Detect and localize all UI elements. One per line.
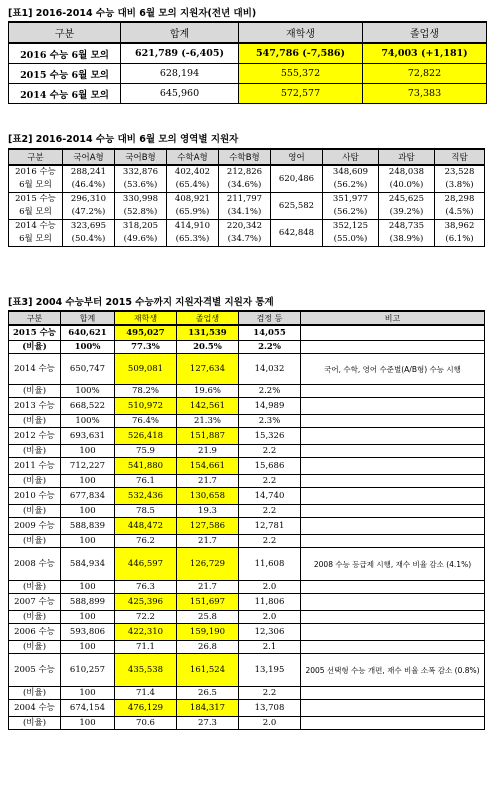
table3-header: 졸업생 <box>177 311 239 325</box>
ratio-cell: 76.1 <box>115 475 177 488</box>
subject-cell-mA <box>167 220 219 247</box>
graduate-cell: 154,661 <box>177 458 239 475</box>
ratio-row <box>9 687 485 700</box>
note-cell-empty <box>301 581 485 594</box>
current-student-cell: 495,027 <box>115 325 177 341</box>
ratio-cell: 75.9 <box>115 445 177 458</box>
cell-line: (6.1%) <box>445 234 474 244</box>
total-cell: 628,194 <box>121 64 239 84</box>
table2-header: 사탐 <box>323 149 379 165</box>
total-cell: 588,839 <box>61 518 115 535</box>
year-label: 2007 수능 <box>9 594 61 611</box>
year-label: 2009 수능 <box>9 518 61 535</box>
cell-line: 2016 수능 <box>15 167 56 177</box>
total-cell: 712,227 <box>61 458 115 475</box>
table3-header: 합계 <box>61 311 115 325</box>
ratio-label: (비율) <box>9 687 61 700</box>
cell-line: 323,695 <box>70 221 107 231</box>
cell-line: 28,298 <box>444 194 475 204</box>
total-cell: 645,960 <box>121 84 239 104</box>
subject-cell-eng: 642,848 <box>271 220 323 247</box>
row-label <box>9 193 63 220</box>
table2-header: 과탐 <box>379 149 435 165</box>
ratio-row <box>9 535 485 548</box>
note-cell-empty <box>301 611 485 624</box>
note-cell-empty <box>301 475 485 488</box>
table1-header: 졸업생 <box>363 22 487 43</box>
table2-header-row <box>9 149 485 165</box>
ratio-cell: 2.3% <box>239 415 301 428</box>
current-student-cell: 509,081 <box>115 354 177 385</box>
ratio-cell: 100 <box>61 535 115 548</box>
cell-line: 23,528 <box>444 167 475 177</box>
ratio-cell: 21.7 <box>177 535 239 548</box>
graduate-cell: 130,658 <box>177 488 239 505</box>
cell-line: 414,910 <box>174 221 211 231</box>
note-cell: 2008 수능 등급제 시행, 재수 비율 감소 (4.1%) <box>301 548 485 581</box>
cell-line: 296,310 <box>70 194 107 204</box>
ratio-row <box>9 611 485 624</box>
ratio-cell: 26.5 <box>177 687 239 700</box>
ratio-row <box>9 581 485 594</box>
etc-cell: 13,195 <box>239 654 301 687</box>
ratio-cell: 78.2% <box>115 385 177 398</box>
ratio-row <box>9 415 485 428</box>
graduate-cell: 151,887 <box>177 428 239 445</box>
ratio-label: (비율) <box>9 581 61 594</box>
table2 <box>8 148 485 247</box>
graduate-cell: 131,539 <box>177 325 239 341</box>
ratio-cell: 20.5% <box>177 341 239 354</box>
table-row <box>9 518 485 535</box>
current-student-cell: 547,786 (-7,586) <box>239 43 363 64</box>
subject-cell-sci <box>379 165 435 193</box>
ratio-cell: 100 <box>61 641 115 654</box>
table2-header: 수학A형 <box>167 149 219 165</box>
table-row <box>9 43 487 64</box>
table3 <box>8 310 485 730</box>
note-cell-empty <box>301 415 485 428</box>
current-student-cell: 555,372 <box>239 64 363 84</box>
ratio-cell: 100% <box>61 415 115 428</box>
cell-line: 6월 모의 <box>19 207 52 217</box>
note-cell-empty <box>301 535 485 548</box>
table2-header: 직탐 <box>435 149 485 165</box>
note-cell <box>301 594 485 611</box>
table-row <box>9 428 485 445</box>
cell-line: 402,402 <box>174 167 211 177</box>
current-student-cell: 448,472 <box>115 518 177 535</box>
graduate-cell: 142,561 <box>177 398 239 415</box>
cell-line: (34.7%) <box>227 234 262 244</box>
cell-line: 6월 모의 <box>19 180 52 190</box>
etc-cell: 14,740 <box>239 488 301 505</box>
note-cell <box>301 624 485 641</box>
subject-cell-soc <box>323 165 379 193</box>
cell-line: (49.6%) <box>123 234 158 244</box>
year-label: 2006 수능 <box>9 624 61 641</box>
cell-line: 352,125 <box>332 221 369 231</box>
cell-line: 408,921 <box>174 194 211 204</box>
cell-line: (3.8%) <box>445 180 474 190</box>
note-cell-empty <box>301 505 485 518</box>
current-student-cell: 572,577 <box>239 84 363 104</box>
current-student-cell: 510,972 <box>115 398 177 415</box>
subject-cell-mA <box>167 165 219 193</box>
etc-cell: 15,326 <box>239 428 301 445</box>
ratio-cell: 21.9 <box>177 445 239 458</box>
ratio-label: (비율) <box>9 415 61 428</box>
cell-line: 348,609 <box>332 167 369 177</box>
ratio-cell: 19.6% <box>177 385 239 398</box>
cell-line: (53.6%) <box>123 180 158 190</box>
year-label: 2012 수능 <box>9 428 61 445</box>
table2-header: 국어B형 <box>115 149 167 165</box>
ratio-label: (비율) <box>9 341 61 354</box>
cell-line: (50.4%) <box>71 234 106 244</box>
ratio-cell: 100 <box>61 717 115 730</box>
table-row <box>9 398 485 415</box>
table3-header: 비고 <box>301 311 485 325</box>
ratio-cell: 100 <box>61 445 115 458</box>
table-row <box>9 548 485 581</box>
table2-header: 영어 <box>271 149 323 165</box>
ratio-cell: 25.8 <box>177 611 239 624</box>
cell-line: (65.3%) <box>175 234 210 244</box>
subject-cell-eng: 625,582 <box>271 193 323 220</box>
ratio-cell: 2.0 <box>239 581 301 594</box>
graduate-cell: 73,383 <box>363 84 487 104</box>
total-cell: 584,934 <box>61 548 115 581</box>
table-row <box>9 354 485 385</box>
cell-line: 248,038 <box>388 167 425 177</box>
subject-cell-soc <box>323 193 379 220</box>
year-label: 2010 수능 <box>9 488 61 505</box>
total-cell: 668,522 <box>61 398 115 415</box>
table3-header: 검정 등 <box>239 311 301 325</box>
note-cell: 2005 선택형 수능 개편, 재수 비율 소폭 감소 (0.8%) <box>301 654 485 687</box>
cell-line: (4.5%) <box>445 207 474 217</box>
table1-title: [표1] 2016-2014 수능 대비 6월 모의 지원자(전년 대비) <box>8 8 257 19</box>
cell-line: 2014 수능 <box>15 221 56 231</box>
graduate-cell: 151,697 <box>177 594 239 611</box>
ratio-cell: 2.2 <box>239 535 301 548</box>
ratio-cell: 21.7 <box>177 475 239 488</box>
graduate-cell: 161,524 <box>177 654 239 687</box>
total-cell: 588,899 <box>61 594 115 611</box>
ratio-cell: 21.7 <box>177 581 239 594</box>
ratio-cell: 100 <box>61 505 115 518</box>
cell-line: (38.9%) <box>389 234 424 244</box>
ratio-label: (비율) <box>9 475 61 488</box>
subject-cell-sci <box>379 220 435 247</box>
ratio-cell: 2.2 <box>239 505 301 518</box>
table-row <box>9 654 485 687</box>
year-label: 2014 수능 <box>9 354 61 385</box>
subject-cell-eng: 620,486 <box>271 165 323 193</box>
ratio-cell: 26.8 <box>177 641 239 654</box>
note-cell <box>301 458 485 475</box>
ratio-cell: 2.2 <box>239 445 301 458</box>
ratio-cell: 71.4 <box>115 687 177 700</box>
subject-cell-kB <box>115 220 167 247</box>
etc-cell: 14,032 <box>239 354 301 385</box>
year-label: 2015 수능 <box>9 325 61 341</box>
cell-line: 248,735 <box>388 221 425 231</box>
year-label: 2004 수능 <box>9 700 61 717</box>
cell-line: 245,625 <box>388 194 425 204</box>
ratio-cell: 100% <box>61 385 115 398</box>
current-student-cell: 425,396 <box>115 594 177 611</box>
subject-cell-kA <box>63 193 115 220</box>
cell-line: (47.2%) <box>71 207 106 217</box>
note-cell-empty <box>301 385 485 398</box>
subject-cell-voc <box>435 193 485 220</box>
graduate-cell: 159,190 <box>177 624 239 641</box>
table3-header: 구분 <box>9 311 61 325</box>
cell-line: 38,962 <box>444 221 475 231</box>
etc-cell: 11,806 <box>239 594 301 611</box>
subject-cell-kB <box>115 165 167 193</box>
ratio-cell: 2.2 <box>239 687 301 700</box>
table2-header: 구분 <box>9 149 63 165</box>
ratio-cell: 70.6 <box>115 717 177 730</box>
subject-cell-kA <box>63 220 115 247</box>
table-row <box>9 488 485 505</box>
ratio-label: (비율) <box>9 445 61 458</box>
ratio-cell: 2.2% <box>239 385 301 398</box>
etc-cell: 14,055 <box>239 325 301 341</box>
subject-cell-mB <box>219 220 271 247</box>
cell-line: 288,241 <box>70 167 107 177</box>
total-cell: 674,154 <box>61 700 115 717</box>
table2-header: 수학B형 <box>219 149 271 165</box>
table1-header-row <box>9 22 487 43</box>
note-cell-empty <box>301 717 485 730</box>
ratio-row <box>9 505 485 518</box>
ratio-label: (비율) <box>9 611 61 624</box>
subject-cell-kB <box>115 193 167 220</box>
cell-line: 2015 수능 <box>15 194 56 204</box>
current-student-cell: 446,597 <box>115 548 177 581</box>
ratio-cell: 100 <box>61 687 115 700</box>
note-cell-empty <box>301 341 485 354</box>
subject-cell-kA <box>63 165 115 193</box>
note-cell <box>301 428 485 445</box>
year-label: 2005 수능 <box>9 654 61 687</box>
ratio-cell: 2.2 <box>239 475 301 488</box>
note-cell-empty <box>301 445 485 458</box>
current-student-cell: 532,436 <box>115 488 177 505</box>
ratio-cell: 2.0 <box>239 611 301 624</box>
table-row <box>9 84 487 104</box>
cell-line: (55.0%) <box>333 234 368 244</box>
current-student-cell: 526,418 <box>115 428 177 445</box>
total-cell: 640,621 <box>61 325 115 341</box>
table-row <box>9 700 485 717</box>
row-label: 2016 수능 6월 모의 <box>9 43 121 64</box>
subject-cell-voc <box>435 165 485 193</box>
ratio-row <box>9 641 485 654</box>
cell-line: (34.6%) <box>227 180 262 190</box>
ratio-cell: 100 <box>61 611 115 624</box>
subject-cell-mB <box>219 193 271 220</box>
graduate-cell: 127,634 <box>177 354 239 385</box>
cell-line: (46.4%) <box>71 180 106 190</box>
table1-header: 구분 <box>9 22 121 43</box>
total-cell: 693,631 <box>61 428 115 445</box>
total-cell: 621,789 (-6,405) <box>121 43 239 64</box>
table2-title: [표2] 2016-2014 수능 대비 6월 모의 영역별 지원자 <box>8 134 239 145</box>
current-student-cell: 476,129 <box>115 700 177 717</box>
table-row <box>9 594 485 611</box>
cell-line: 220,342 <box>226 221 263 231</box>
table3-title: [표3] 2004 수능부터 2015 수능까지 지원자격별 지원자 통계 <box>8 297 274 308</box>
ratio-row <box>9 341 485 354</box>
subject-cell-soc <box>323 220 379 247</box>
subject-cell-mB <box>219 165 271 193</box>
cell-line: 211,797 <box>226 194 263 204</box>
graduate-cell: 184,317 <box>177 700 239 717</box>
ratio-cell: 76.2 <box>115 535 177 548</box>
row-label <box>9 165 63 193</box>
current-student-cell: 422,310 <box>115 624 177 641</box>
table-row <box>9 193 485 220</box>
total-cell: 610,257 <box>61 654 115 687</box>
table2-header: 국어A형 <box>63 149 115 165</box>
ratio-cell: 100 <box>61 581 115 594</box>
ratio-row <box>9 385 485 398</box>
etc-cell: 12,781 <box>239 518 301 535</box>
ratio-cell: 2.2% <box>239 341 301 354</box>
cell-line: 351,977 <box>332 194 369 204</box>
ratio-label: (비율) <box>9 505 61 518</box>
subject-cell-mA <box>167 193 219 220</box>
graduate-cell: 72,822 <box>363 64 487 84</box>
total-cell: 677,834 <box>61 488 115 505</box>
graduate-cell: 74,003 (+1,181) <box>363 43 487 64</box>
cell-line: 332,876 <box>122 167 159 177</box>
ratio-label: (비율) <box>9 717 61 730</box>
ratio-cell: 2.0 <box>239 717 301 730</box>
cell-line: (52.8%) <box>123 207 158 217</box>
ratio-cell: 76.4% <box>115 415 177 428</box>
ratio-cell: 71.1 <box>115 641 177 654</box>
cell-line: (34.1%) <box>227 207 262 217</box>
cell-line: 330,998 <box>122 194 159 204</box>
table-row <box>9 165 485 193</box>
graduate-cell: 127,586 <box>177 518 239 535</box>
ratio-row <box>9 717 485 730</box>
ratio-cell: 21.3% <box>177 415 239 428</box>
note-cell-empty <box>301 687 485 700</box>
table-row <box>9 220 485 247</box>
subject-cell-sci <box>379 193 435 220</box>
table-row <box>9 458 485 475</box>
etc-cell: 14,989 <box>239 398 301 415</box>
ratio-cell: 76.3 <box>115 581 177 594</box>
total-cell: 650,747 <box>61 354 115 385</box>
table-row <box>9 325 485 341</box>
cell-line: (65.9%) <box>175 207 210 217</box>
ratio-cell: 77.3% <box>115 341 177 354</box>
cell-line: (56.2%) <box>333 180 368 190</box>
note-cell <box>301 488 485 505</box>
graduate-cell: 126,729 <box>177 548 239 581</box>
row-label: 2015 수능 6월 모의 <box>9 64 121 84</box>
note-cell <box>301 398 485 415</box>
table-row <box>9 64 487 84</box>
total-cell: 593,806 <box>61 624 115 641</box>
ratio-cell: 72.2 <box>115 611 177 624</box>
table1-header: 재학생 <box>239 22 363 43</box>
cell-line: 6월 모의 <box>19 234 52 244</box>
year-label: 2013 수능 <box>9 398 61 415</box>
cell-line: 212,826 <box>226 167 263 177</box>
note-cell <box>301 700 485 717</box>
cell-line: 318,205 <box>122 221 159 231</box>
table1 <box>8 21 487 104</box>
cell-line: (39.2%) <box>389 207 424 217</box>
cell-line: (56.2%) <box>333 207 368 217</box>
etc-cell: 13,708 <box>239 700 301 717</box>
year-label: 2008 수능 <box>9 548 61 581</box>
note-cell-empty <box>301 641 485 654</box>
ratio-cell: 78.5 <box>115 505 177 518</box>
ratio-cell: 19.3 <box>177 505 239 518</box>
table1-header: 합계 <box>121 22 239 43</box>
row-label: 2014 수능 6월 모의 <box>9 84 121 104</box>
ratio-cell: 2.1 <box>239 641 301 654</box>
ratio-row <box>9 475 485 488</box>
ratio-label: (비율) <box>9 535 61 548</box>
ratio-cell: 27.3 <box>177 717 239 730</box>
ratio-label: (비율) <box>9 385 61 398</box>
ratio-cell: 100% <box>61 341 115 354</box>
subject-cell-voc <box>435 220 485 247</box>
cell-line: (40.0%) <box>389 180 424 190</box>
note-cell <box>301 325 485 341</box>
note-cell <box>301 518 485 535</box>
etc-cell: 12,306 <box>239 624 301 641</box>
ratio-row <box>9 445 485 458</box>
cell-line: (65.4%) <box>175 180 210 190</box>
table3-header-row <box>9 311 485 325</box>
table-row <box>9 624 485 641</box>
year-label: 2011 수능 <box>9 458 61 475</box>
current-student-cell: 435,538 <box>115 654 177 687</box>
ratio-label: (비율) <box>9 641 61 654</box>
ratio-cell: 100 <box>61 475 115 488</box>
table3-header: 재학생 <box>115 311 177 325</box>
etc-cell: 15,686 <box>239 458 301 475</box>
row-label <box>9 220 63 247</box>
note-cell: 국어, 수학, 영어 수준별(A/B형) 수능 시행 <box>301 354 485 385</box>
current-student-cell: 541,880 <box>115 458 177 475</box>
etc-cell: 11,608 <box>239 548 301 581</box>
